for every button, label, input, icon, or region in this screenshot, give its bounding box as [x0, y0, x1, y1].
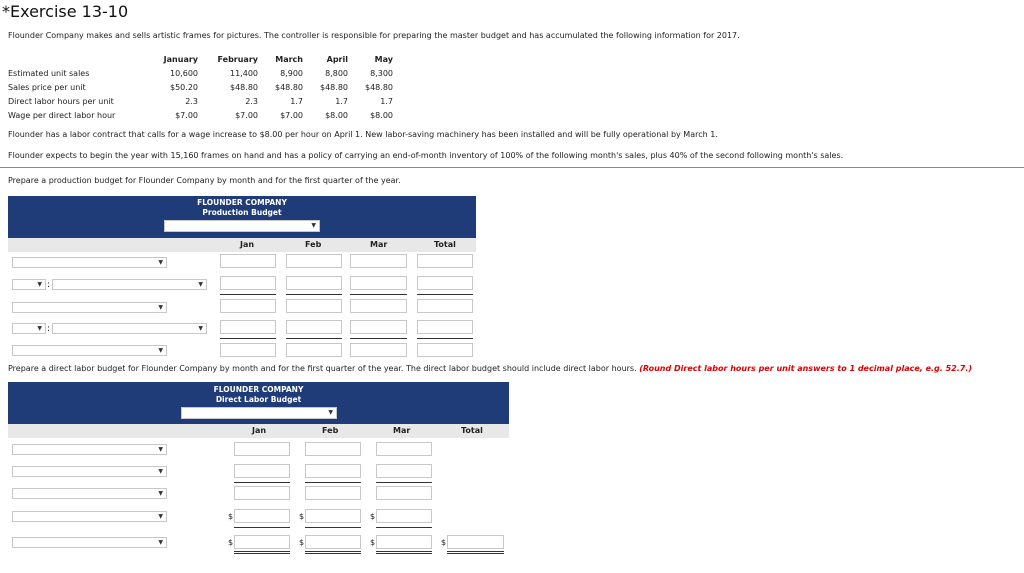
period-dropdown[interactable]: [181, 407, 337, 419]
mar-input[interactable]: [350, 320, 407, 334]
table-row: [8, 80, 393, 94]
row-label: Estimated unit sales: [8, 68, 90, 78]
cell: $48.80: [365, 82, 393, 92]
row-label: Direct labor hours per unit: [8, 96, 114, 106]
chevron-down-icon: ▼: [158, 446, 163, 453]
underline: [305, 551, 361, 552]
underline: [234, 482, 290, 483]
cell: $7.00: [175, 110, 198, 120]
chevron-down-icon: ▼: [158, 259, 163, 266]
underline: [234, 553, 290, 554]
underline: [376, 527, 432, 528]
col-total: Total: [434, 240, 456, 249]
mar-input[interactable]: [376, 535, 432, 549]
underline: [447, 553, 504, 554]
row-label: Sales price per unit: [8, 82, 86, 92]
dollar-sign: $: [228, 538, 234, 547]
intro-text: Flounder Company makes and sells artistic frames for pictures. The controller is responsible for preparing the master budget and has accumulated the following information for 2017.: [8, 31, 740, 40]
chevron-down-icon: ▼: [37, 281, 42, 288]
chevron-down-icon: ▼: [158, 468, 163, 475]
line-item-dropdown[interactable]: [12, 444, 167, 455]
jan-input[interactable]: [220, 254, 276, 268]
col-feb: Feb: [322, 426, 339, 435]
company-name: FLOUNDER COMPANY: [197, 198, 287, 207]
feb-input[interactable]: [305, 486, 361, 500]
jan-input[interactable]: [220, 320, 276, 334]
cell: $48.80: [230, 82, 258, 92]
jan-input[interactable]: [220, 276, 276, 290]
cell: $7.00: [280, 110, 303, 120]
column-header-row: [8, 424, 509, 438]
feb-input[interactable]: [305, 535, 361, 549]
feb-input[interactable]: [286, 276, 342, 290]
line-item-dropdown[interactable]: [52, 279, 207, 290]
mar-input[interactable]: [376, 509, 432, 523]
cell: $7.00: [235, 110, 258, 120]
feb-input[interactable]: [305, 464, 361, 478]
underline: [350, 294, 407, 295]
feb-input[interactable]: [286, 254, 342, 268]
cell: 1.7: [290, 96, 303, 106]
underline: [376, 482, 432, 483]
prompt-direct-labor: [8, 364, 972, 373]
line-item-dropdown[interactable]: [12, 345, 167, 356]
jan-input[interactable]: [234, 486, 290, 500]
underline: [305, 553, 361, 554]
cell: 2.3: [185, 96, 198, 106]
dollar-sign: $: [299, 538, 305, 547]
line-item-dropdown[interactable]: [52, 323, 207, 334]
mar-input[interactable]: [350, 254, 407, 268]
cell: $8.00: [370, 110, 393, 120]
month-header: May: [374, 54, 393, 64]
col-feb: Feb: [305, 240, 322, 249]
info-table: [8, 52, 393, 122]
total-input[interactable]: [447, 535, 504, 549]
col-jan: Jan: [252, 426, 267, 435]
mar-input[interactable]: [376, 464, 432, 478]
underline: [417, 294, 473, 295]
cell: $48.80: [275, 82, 303, 92]
feb-input[interactable]: [305, 509, 361, 523]
chevron-down-icon: ▼: [328, 409, 333, 416]
mar-input[interactable]: [350, 343, 407, 357]
underline: [234, 551, 290, 552]
colon: :: [47, 280, 51, 290]
mar-input[interactable]: [376, 442, 432, 456]
page-title: *Exercise 13-10: [2, 2, 129, 21]
prompt-text: Prepare a direct labor budget for Flounder Company by month and for the first quarter of the year. The direct labor budget should include direct labor hours.: [8, 364, 637, 373]
underline: [376, 551, 432, 552]
chevron-down-icon: ▼: [158, 304, 163, 311]
column-header-row: [8, 238, 476, 252]
chevron-down-icon: ▼: [158, 347, 163, 354]
cell: $48.80: [320, 82, 348, 92]
operator-dropdown[interactable]: [12, 279, 46, 290]
underline: [305, 482, 361, 483]
cell: 8,900: [280, 68, 303, 78]
line-item-dropdown[interactable]: [12, 488, 167, 499]
table-row: [8, 66, 393, 80]
month-header: January: [163, 54, 198, 64]
underline: [234, 527, 290, 528]
chevron-down-icon: ▼: [37, 325, 42, 332]
divider: [0, 167, 1024, 168]
jan-input[interactable]: [234, 535, 290, 549]
dollar-sign: $: [228, 512, 234, 521]
jan-input[interactable]: [234, 464, 290, 478]
dollar-sign: $: [370, 538, 376, 547]
jan-input[interactable]: [234, 442, 290, 456]
feb-input[interactable]: [286, 320, 342, 334]
jan-input[interactable]: [234, 509, 290, 523]
underline: [286, 338, 342, 339]
period-dropdown[interactable]: [164, 220, 320, 232]
line-item-dropdown[interactable]: [12, 537, 167, 548]
feb-input[interactable]: [286, 343, 342, 357]
total-input[interactable]: [417, 343, 473, 357]
line-item-dropdown[interactable]: [12, 257, 167, 268]
chevron-down-icon: ▼: [158, 513, 163, 520]
mar-input[interactable]: [350, 299, 407, 313]
col-jan: Jan: [240, 240, 255, 249]
col-mar: Mar: [393, 426, 411, 435]
prompt-production: Prepare a production budget for Flounder Company by month and for the first quarter of the year.: [8, 176, 401, 185]
table-row: [8, 94, 393, 108]
underline: [417, 338, 473, 339]
month-header: February: [217, 54, 258, 64]
underline: [350, 338, 407, 339]
month-header: March: [275, 54, 303, 64]
feb-input[interactable]: [305, 442, 361, 456]
budget-name: Production Budget: [202, 208, 282, 217]
cell: 1.7: [335, 96, 348, 106]
underline: [220, 338, 276, 339]
chevron-down-icon: ▼: [158, 490, 163, 497]
company-name: FLOUNDER COMPANY: [213, 385, 304, 394]
dollar-sign: $: [299, 512, 305, 521]
row-label: Wage per direct labor hour: [8, 110, 116, 120]
underline: [376, 553, 432, 554]
total-input[interactable]: [417, 299, 473, 313]
line-item-dropdown[interactable]: [12, 302, 167, 313]
cell: 8,300: [370, 68, 393, 78]
col-mar: Mar: [370, 240, 388, 249]
table-row: [8, 108, 393, 122]
cell: 8,800: [325, 68, 348, 78]
month-header: April: [326, 54, 348, 64]
note-inventory: Flounder expects to begin the year with 15,160 frames on hand and has a policy of carrying an end-of-month inventory of 100% of the following month's sales, plus 40% of the second following month's sales.: [8, 151, 844, 160]
cell: 1.7: [380, 96, 393, 106]
operator-dropdown[interactable]: [12, 323, 46, 334]
budget-name: Direct Labor Budget: [215, 395, 302, 404]
cell: 10,600: [170, 68, 198, 78]
feb-input[interactable]: [286, 299, 342, 313]
cell: 2.3: [245, 96, 258, 106]
total-input[interactable]: [417, 276, 473, 290]
chevron-down-icon: ▼: [198, 281, 203, 288]
total-input[interactable]: [417, 320, 473, 334]
cell: $8.00: [325, 110, 348, 120]
underline: [305, 527, 361, 528]
cell: $50.20: [170, 82, 198, 92]
underline: [220, 294, 276, 295]
underline: [286, 294, 342, 295]
chevron-down-icon: ▼: [158, 539, 163, 546]
jan-input[interactable]: [220, 343, 276, 357]
col-total: Total: [461, 426, 483, 435]
line-item-dropdown[interactable]: [12, 466, 167, 477]
dollar-sign: $: [370, 512, 376, 521]
mar-input[interactable]: [350, 276, 407, 290]
colon: :: [47, 324, 51, 334]
chevron-down-icon: ▼: [198, 325, 203, 332]
line-item-dropdown[interactable]: [12, 511, 167, 522]
chevron-down-icon: ▼: [311, 222, 316, 229]
cell: 11,400: [230, 68, 258, 78]
total-input[interactable]: [417, 254, 473, 268]
rounding-hint: (Round Direct labor hours per unit answers to 1 decimal place, e.g. 52.7.): [639, 364, 973, 373]
dollar-sign: $: [441, 538, 447, 547]
note-labor-contract: Flounder has a labor contract that calls for a wage increase to $8.00 per hour on April 1. New labor-saving machinery has been installed and will be fully operational by March 1.: [8, 130, 718, 139]
underline: [447, 551, 504, 552]
jan-input[interactable]: [220, 299, 276, 313]
mar-input[interactable]: [376, 486, 432, 500]
